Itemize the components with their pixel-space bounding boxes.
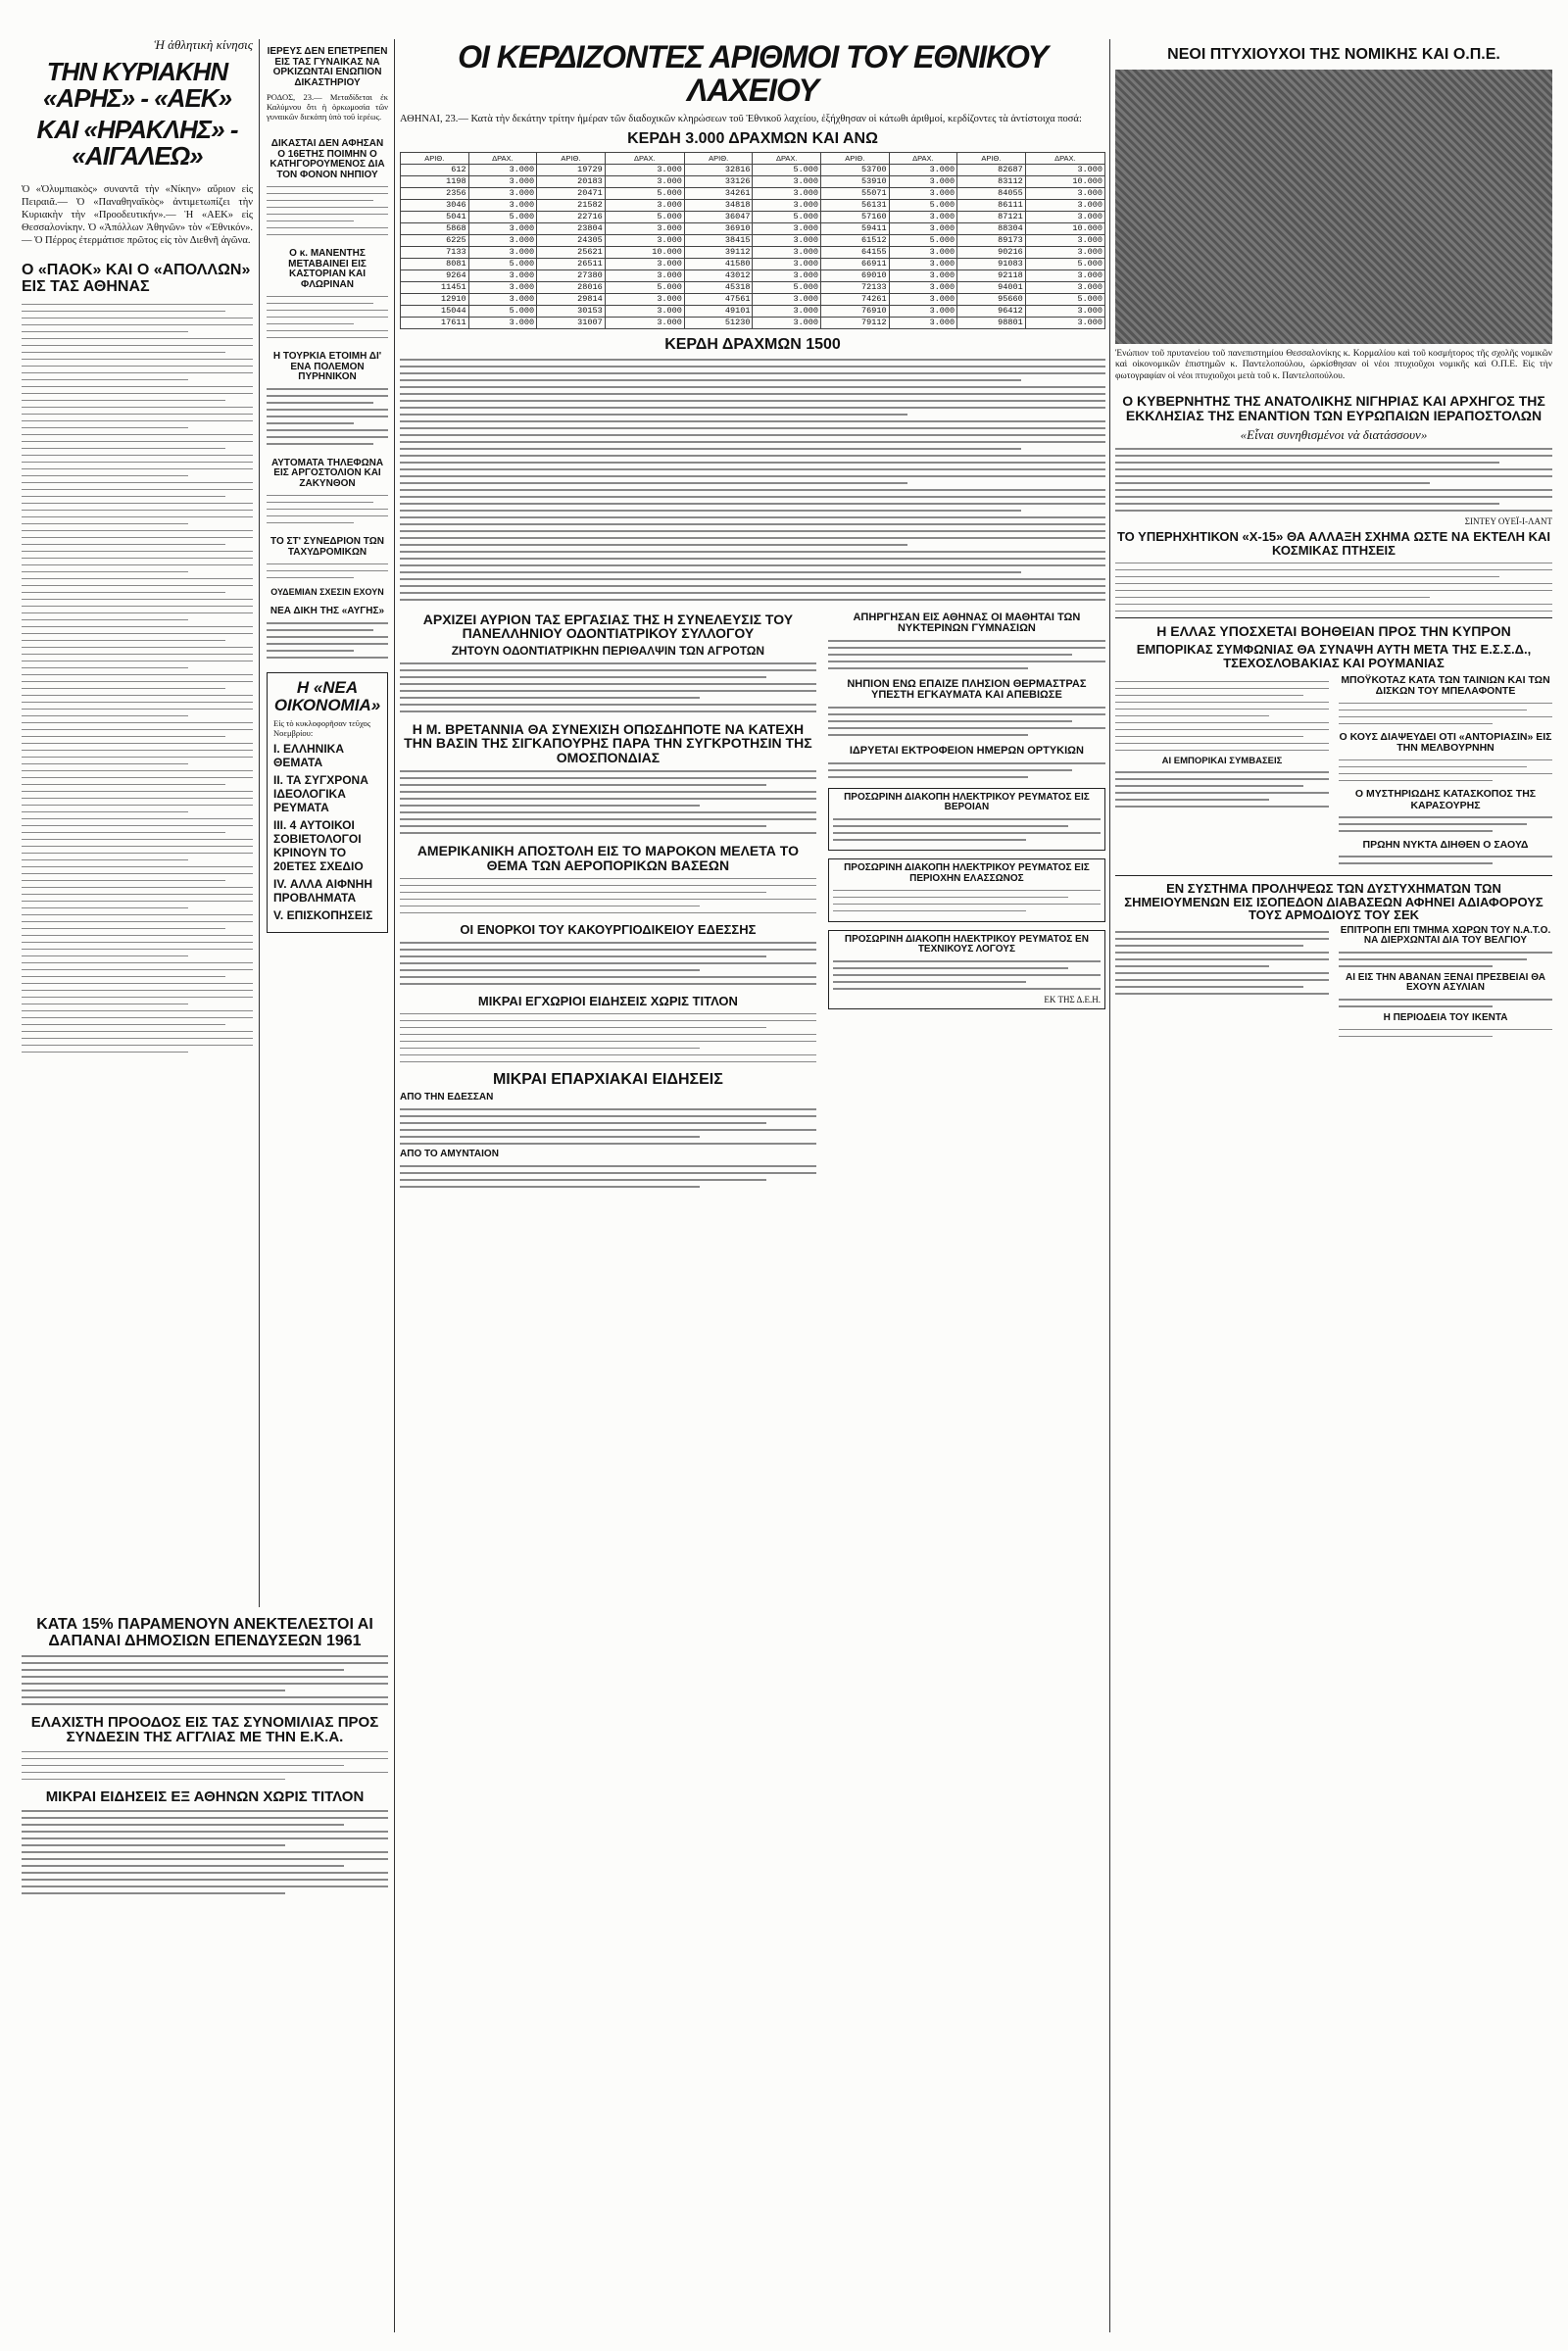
- lottery-number: 84055: [957, 187, 1026, 199]
- provincial-sub-2: ΑΠΟ ΤΟ ΑΜΥΝΤΑΙΟΝ: [400, 1149, 499, 1160]
- lottery-number: 53910: [821, 175, 890, 187]
- lottery-row: [401, 164, 1105, 175]
- lottery-number: 56131: [821, 199, 890, 211]
- lottery-band-2: ΚΕΡΔΗ ΔΡΑΧΜΩΝ 1500: [664, 335, 841, 353]
- unions-headline: ΕΛΑΧΙΣΤΗ ΠΡΟΟΔΟΣ ΕΙΣ ΤΑΣ ΣΥΝΟΜΙΛΙΑΣ ΠΡΟΣ ΣΥΝΔΕΣΙΝ ΤΗΣ ΑΓΓΛΙΑΣ ΜΕ ΤΗΝ Ε.Κ.Α.: [30, 1713, 379, 1746]
- lottery-amount: 3.000: [605, 222, 684, 234]
- lottery-number: 92118: [957, 269, 1026, 281]
- public-works-body-text: [22, 1655, 388, 1705]
- morocco-headline: ΑΜΕΡΙΚΑΝΙΚΗ ΑΠΟΣΤΟΛΗ ΕΙΣ ΤΟ ΜΑΡΟΚΟΝ ΜΕΛΕΤΑ ΤΟ ΘΕΜΑ ΤΩΝ ΑΕΡΟΠΟΡΙΚΩΝ ΒΑΣΕΩΝ: [416, 842, 799, 873]
- lottery-number: 23804: [537, 222, 606, 234]
- lottery-number: 33126: [684, 175, 753, 187]
- priests-lead: ΡΟΔΟΣ, 23.— Μεταδίδεται ἐκ Καλύμνου ὅτι ἡ ὁρκωμοσία τῶν γυναικῶν διεκόπη ὑπὸ τοῦ ἱερέως.: [267, 92, 388, 122]
- lottery-number: 11451: [401, 281, 469, 293]
- lottery-number: 2356: [401, 187, 469, 199]
- lottery-amount: 5.000: [1025, 258, 1104, 269]
- priests-headline: ΙΕΡΕΥΣ ΔΕΝ ΕΠΕΤΡΕΠΕΝ ΕΙΣ ΤΑΣ ΓΥΝΑΙΚΑΣ ΝΑ ΟΡΚΙΖΩΝΤΑΙ ΕΝΩΠΙΟΝ ΔΙΚΑΣΤΗΡΙΟΥ: [267, 46, 388, 88]
- lottery-number: 61512: [821, 234, 890, 246]
- lottery-amount: 3.000: [605, 234, 684, 246]
- infant-headline: ΝΗΠΙΟΝ ΕΝΩ ΕΠΑΙΖΕ ΠΛΗΣΙΟΝ ΘΕΡΜΑΣΤΡΑΣ ΥΠΕΣΤΗ ΕΓΚΑΥΜΑΤΑ ΚΑΙ ΑΠΕΒΙΩΣΕ: [847, 677, 1087, 702]
- phones-headline: ΑΥΤΟΜΑΤΑ ΤΗΛΕΦΩΝΑ ΕΙΣ ΑΡΓΟΣΤΟΛΙΟΝ ΚΑΙ ΖΑΚΥΝΘΟΝ: [270, 457, 384, 489]
- oikonomia-box: [267, 672, 388, 933]
- kous-body-text: [1339, 759, 1552, 782]
- infant-body-text: [828, 707, 1105, 736]
- lottery-number: 51230: [684, 317, 753, 328]
- lottery-amount: 3.000: [889, 222, 957, 234]
- col-number: ΑΡΙΘ.: [401, 152, 469, 164]
- lottery-amount: 3.000: [753, 222, 821, 234]
- lottery-number: 612: [401, 164, 469, 175]
- lottery-number: 7133: [401, 246, 469, 258]
- night-body-text: [1339, 856, 1552, 864]
- trial-body-text: [267, 186, 388, 236]
- oikonomia-intro: Εἰς τὸ κυκλοφορῆσαν τεῦχος Νοεμβρίου:: [273, 717, 371, 738]
- lottery-number: 20471: [537, 187, 606, 199]
- lottery-amount: 3.000: [468, 234, 537, 246]
- sports-column: [22, 0, 253, 1058]
- lottery-number: 57160: [821, 211, 890, 222]
- lottery-number: 8081: [401, 258, 469, 269]
- lottery-amount: 5.000: [889, 234, 957, 246]
- lottery-number: 64155: [821, 246, 890, 258]
- power-notice-1: [828, 788, 1105, 852]
- lottery-amount: 3.000: [753, 199, 821, 211]
- lottery-number: 9264: [401, 269, 469, 281]
- lottery-number: 32816: [684, 164, 753, 175]
- center-left-column: [267, 0, 388, 933]
- lottery-row: [401, 175, 1105, 187]
- lottery-number: 89173: [957, 234, 1026, 246]
- lottery-row: [401, 234, 1105, 246]
- provincial-sub-1: ΑΠΟ ΤΗΝ ΕΔΕΣΣΑΝ: [400, 1092, 494, 1103]
- lottery-amount: 10.000: [1025, 222, 1104, 234]
- avgi-subhead: ΟΥΔΕΜΙΑΝ ΣΧΕΣΙΝ ΕΧΟΥΝ: [270, 587, 384, 597]
- lottery-amount: 3.000: [605, 269, 684, 281]
- graduates-photo: [1115, 70, 1552, 344]
- lottery-amount: 3.000: [753, 246, 821, 258]
- lottery-amount: 5.000: [753, 164, 821, 175]
- col-amount: ΔΡΑΧ.: [889, 152, 957, 164]
- sports-lead: Ὁ «Ὀλυμπιακὸς» συναντᾶ τὴν «Νίκην» αὔριον εἰς Πειραιᾶ.— Ὁ «Παναθηναϊκὸς» ἀντιμετωπίζει τὴν Κυριακὴν τὴν «Προοδευτικήν».— Ἡ «ΑΕΚ» εἰς Θεσσαλονίκην. Ὁ «Ἀπόλλων Ἀθηνῶν» τὸν «Ἐθνικόν».— Ὁ Πέρρος ἐτερμάτισε πρῶτος εἰς τὸν Διεθνῆ ἀγῶνα.: [22, 184, 253, 247]
- accidents-body-text: [1115, 926, 1329, 1043]
- lottery-number: 27380: [537, 269, 606, 281]
- lottery-amount: 3.000: [605, 199, 684, 211]
- lottery-amount: 5.000: [889, 199, 957, 211]
- power-notice-3: [828, 930, 1105, 1010]
- lottery-amount: 3.000: [753, 305, 821, 317]
- lottery-number: 19729: [537, 164, 606, 175]
- col-amount: ΔΡΑΧ.: [753, 152, 821, 164]
- lottery-number: 91083: [957, 258, 1026, 269]
- lottery-number: 29814: [537, 293, 606, 305]
- lottery-number: 38415: [684, 234, 753, 246]
- lottery-number: 1198: [401, 175, 469, 187]
- students-headline: ΑΠΗΡΓΗΣΑΝ ΕΙΣ ΑΘΗΝΑΣ ΟΙ ΜΑΘΗΤΑΙ ΤΩΝ ΝΥΚΤΕΡΙΝΩΝ ΓΥΜΝΑΣΙΩΝ: [853, 611, 1081, 635]
- lottery-table: [400, 152, 1105, 329]
- cyprus-trade-subhead: ΑΙ ΕΜΠΟΡΙΚΑΙ ΣΥΜΒΑΣΕΙΣ: [1161, 755, 1283, 766]
- col-number: ΑΡΙΘ.: [821, 152, 890, 164]
- col-amount: ΔΡΑΧ.: [605, 152, 684, 164]
- lottery-number: 17611: [401, 317, 469, 328]
- lottery-amount: 3.000: [753, 269, 821, 281]
- lottery-number: 59411: [821, 222, 890, 234]
- nigeria-quote: «Εἶναι συνηθισμένοι νὰ διατάσσουν»: [1240, 426, 1428, 442]
- night-headline: ΠΡΩΗΝ ΝΥΚΤΑ ΔΙΗΘΕΝ Ο ΣΑΟΥΔ: [1362, 838, 1529, 851]
- lottery-number: 12910: [401, 293, 469, 305]
- power-notice-2-title: ΠΡΟΣΩΡΙΝΗ ΔΙΑΚΟΠΗ ΗΛΕΚΤΡΙΚΟΥ ΡΕΥΜΑΤΟΣ ΕΙΣ ΠΕΡΙΟΧΗΝ ΕΛΑΣΣΩΝΟΣ: [844, 862, 1090, 884]
- cyprus-subhead: ΕΜΠΟΡΙΚΑΣ ΣΥΜΦΩΝΙΑΣ ΘΑ ΣΥΝΑΨΗ ΑΥΤΗ ΜΕΤΑ ΤΗΣ Ε.Σ.Σ.Δ., ΤΣΕΧΟΣΛΟΒΑΚΙΑΣ ΚΑΙ ΡΟΥΜΑΝΙΑΣ: [1136, 642, 1532, 670]
- lottery-number: 36910: [684, 222, 753, 234]
- dentists-subtitle: ΖΗΤΟΥΝ ΟΔΟΝΤΙΑΤΡΙΚΗΝ ΠΕΡΙΘΑΛΨΙΝ ΤΩΝ ΑΓΡΟΤΩΝ: [451, 644, 765, 659]
- column-divider: [1109, 39, 1110, 2332]
- lottery-number: 95660: [957, 293, 1026, 305]
- accidents-headline: ΕΝ ΣΥΣΤΗΜΑ ΠΡΟΛΗΨΕΩΣ ΤΩΝ ΔΥΣΤΥΧΗΜΑΤΩΝ ΤΩΝ ΣΗΜΕΙΟΥΜΕΝΩΝ ΕΙΣ ΙΣΟΠΕΔΟΝ ΔΙΑΒΑΣΕΩΝ ΑΦΗΝΕΙ ΑΔΙΑΦΟΡΟΥΣ ΤΟΥΣ ΑΡΜΟΔΙΟΥΣ ΤΟΥ ΣΕΚ: [1124, 881, 1544, 923]
- col-number: ΑΡΙΘ.: [957, 152, 1026, 164]
- lottery-amount: 3.000: [1025, 211, 1104, 222]
- lottery-amount: 5.000: [1025, 293, 1104, 305]
- lottery-amount: 3.000: [753, 293, 821, 305]
- lottery-amount: 3.000: [605, 164, 684, 175]
- lottery-amount: 3.000: [468, 269, 537, 281]
- power-signature: ΕΚ ΤΗΣ Δ.Ε.Η.: [1044, 995, 1101, 1005]
- manentis-body-text: [267, 296, 388, 339]
- lottery-amount: 5.000: [605, 281, 684, 293]
- quail-headline: ΙΔΡΥΕΤΑΙ ΕΚΤΡΟΦΕΙΟΝ ΗΜΕΡΩΝ ΟΡΤΥΚΙΩΝ: [849, 744, 1084, 757]
- power-notice-3-title: ΠΡΟΣΩΡΙΝΗ ΔΙΑΚΟΠΗ ΗΛΕΚΤΡΙΚΟΥ ΡΕΥΜΑΤΟΣ ΕΝ ΤΕΧΝΙΚΟΥΣ ΛΟΓΟΥΣ: [844, 933, 1089, 955]
- lottery-number: 82687: [957, 164, 1026, 175]
- provincial-headline: ΜΙΚΡΑΙ ΕΠΑΡΧΙΑΚΑΙ ΕΙΔΗΣΕΙΣ: [492, 1071, 723, 1089]
- lottery-row: [401, 281, 1105, 293]
- lottery-amount: 3.000: [1025, 317, 1104, 328]
- boycott-headline: ΜΠΟΫΚΟΤΑΖ ΚΑΤΑ ΤΩΝ ΤΑΙΝΙΩΝ ΚΑΙ ΤΩΝ ΔΙΣΚΩΝ ΤΟΥ ΜΠΕΛΑΦΟΝΤΕ: [1341, 674, 1550, 698]
- lottery-number: 83112: [957, 175, 1026, 187]
- lottery-number: 31007: [537, 317, 606, 328]
- column-divider: [394, 39, 395, 2332]
- lottery-number: 69010: [821, 269, 890, 281]
- lottery-amount: 3.000: [605, 305, 684, 317]
- lottery-number: 28016: [537, 281, 606, 293]
- lottery-number: 94001: [957, 281, 1026, 293]
- lottery-amount: 3.000: [468, 175, 537, 187]
- lottery-number: 3046: [401, 199, 469, 211]
- lottery-amount: 10.000: [605, 246, 684, 258]
- lottery-number: 72133: [821, 281, 890, 293]
- graduates-headline: ΝΕΟΙ ΠΤΥΧΙΟΥΧΟΙ ΤΗΣ ΝΟΜΙΚΗΣ ΚΑΙ Ο.Π.Ε.: [1167, 46, 1500, 63]
- boycott-body-text: [1339, 703, 1552, 725]
- sports-headline-1: ΤΗΝ ΚΥΡΙΑΚΗΝ «ΑΡΗΣ» - «ΑΕΚ»: [42, 57, 232, 114]
- unions-body-text: [22, 1751, 388, 1781]
- singapore-headline: Η Μ. ΒΡΕΤΑΝΝΙΑ ΘΑ ΣΥΝΕΧΙΣΗ ΟΠΩΣΔΗΠΟΤΕ ΝΑ ΚΑΤΕΧΗ ΤΗΝ ΒΑΣΙΝ ΤΗΣ ΣΙΓΚΑΠΟΥΡΗΣ ΠΑΡΑ ΤΗΝ ΣΥΓΚΡΟΤΗΣΙΝ ΤΗΣ ΟΜΟΣΠΟΝΔΙΑΣ: [404, 720, 812, 766]
- lottery-number: 39112: [684, 246, 753, 258]
- congress-body-text: [267, 563, 388, 579]
- lottery-small-numbers: [400, 359, 1105, 601]
- lottery-number: 87121: [957, 211, 1026, 222]
- lottery-amount: 3.000: [889, 269, 957, 281]
- lottery-row: [401, 293, 1105, 305]
- lottery-amount: 3.000: [753, 234, 821, 246]
- lottery-amount: 3.000: [753, 175, 821, 187]
- column-divider: [259, 39, 260, 1607]
- lottery-amount: 3.000: [889, 187, 957, 199]
- lottery-number: 43012: [684, 269, 753, 281]
- lottery-amount: 3.000: [1025, 269, 1104, 281]
- athens-news-headline: ΜΙΚΡΑΙ ΕΙΔΗΣΕΙΣ ΕΞ ΑΘΗΝΩΝ ΧΩΡΙΣ ΤΙΤΛΟΝ: [45, 1788, 365, 1806]
- lottery-number: 36047: [684, 211, 753, 222]
- x15-byline: ΣΙΝΤΕΥ ΟΥΕΪ-Ι-ΛΑΝΤ: [1464, 516, 1552, 527]
- lottery-amount: 3.000: [889, 258, 957, 269]
- lottery-amount: 5.000: [753, 281, 821, 293]
- lottery-number: 21582: [537, 199, 606, 211]
- lottery-amount: 3.000: [468, 246, 537, 258]
- lottery-number: 90216: [957, 246, 1026, 258]
- lottery-number: 86111: [957, 199, 1026, 211]
- lottery-row: [401, 211, 1105, 222]
- lottery-amount: 3.000: [1025, 305, 1104, 317]
- singapore-body-text: [400, 770, 816, 834]
- lottery-amount: 3.000: [605, 293, 684, 305]
- lottery-row: [401, 258, 1105, 269]
- lottery-row: [401, 187, 1105, 199]
- provincial-body-text-1: [400, 1108, 816, 1145]
- turkey-headline: Η ΤΟΥΡΚΙΑ ΕΤΟΙΜΗ ΔΙ' ΕΝΑ ΠΟΛΕΜΟΝ ΠΥΡΗΝΙΚΟΝ: [272, 351, 382, 382]
- nigeria-headline: Ο ΚΥΒΕΡΝΗΤΗΣ ΤΗΣ ΑΝΑΤΟΛΙΚΗΣ ΝΙΓΗΡΙΑΣ ΚΑΙ ΑΡΧΗΓΟΣ ΤΗΣ ΕΚΚΛΗΣΙΑΣ ΤΗΣ ΕΝΑΝΤΙΟΝ ΤΩΝ ΕΥΡΩΠΑΙΩΝ ΙΕΡΑΠΟΣΤΟΛΩΝ: [1122, 393, 1545, 423]
- lottery-amount: 3.000: [1025, 164, 1104, 175]
- center-column: [400, 0, 1105, 1193]
- lottery-amount: 3.000: [605, 317, 684, 328]
- lottery-number: 6225: [401, 234, 469, 246]
- lottery-amount: 3.000: [468, 317, 537, 328]
- lottery-amount: 5.000: [468, 305, 537, 317]
- lottery-amount: 3.000: [1025, 234, 1104, 246]
- cyprus-headline: Η ΕΛΛΑΣ ΥΠΟΣΧΕΤΑΙ ΒΟΗΘΕΙΑΝ ΠΡΟΣ ΤΗΝ ΚΥΠΡΟΝ: [1156, 623, 1511, 640]
- lottery-number: 30153: [537, 305, 606, 317]
- avgi-body-text: [267, 622, 388, 659]
- lottery-amount: 3.000: [605, 258, 684, 269]
- lottery-amount: 3.000: [1025, 281, 1104, 293]
- period-body-text: [1339, 1029, 1552, 1038]
- nigeria-body-text: [1115, 448, 1552, 512]
- lottery-table-header: [401, 152, 1105, 164]
- lottery-amount: 5.000: [605, 187, 684, 199]
- lottery-amount: 3.000: [889, 175, 957, 187]
- lottery-number: 74261: [821, 293, 890, 305]
- quail-body-text: [828, 762, 1105, 778]
- oikonomia-section-2: II. ΤΑ ΣΥΓΧΡΟΝΑ ΙΔΕΟΛΟΓΙΚΑ ΡΕΥΜΑΤΑ: [273, 772, 368, 814]
- lottery-row: [401, 269, 1105, 281]
- lottery-number: 5041: [401, 211, 469, 222]
- sports-body-text: [22, 304, 253, 1053]
- dentists-headline: ΑΡΧΙΖΕΙ ΑΥΡΙΟΝ ΤΑΣ ΕΡΓΑΣΙΑΣ ΤΗΣ Η ΣΥΝΕΛΕΥΣΙΣ ΤΟΥ ΠΑΝΕΛΛΗΝΙΟΥ ΟΔΟΝΤΙΑΤΡΙΚΟΥ ΣΥΛΛΟΓΟΥ: [422, 611, 794, 642]
- lottery-amount: 3.000: [468, 293, 537, 305]
- phones-body-text: [267, 495, 388, 524]
- edessa-body-text: [400, 942, 816, 985]
- lottery-number: 24305: [537, 234, 606, 246]
- havana-body-text: [1339, 999, 1552, 1007]
- lottery-number: 20183: [537, 175, 606, 187]
- lottery-amount: 10.000: [1025, 175, 1104, 187]
- kous-headline: Ο ΚΟΥΣ ΔΙΑΨΕΥΔΕΙ ΟΤΙ «ΑΝΤΟΡΙΑΣΙΝ» ΕΙΣ ΤΗΝ ΜΕΛΒΟΥΡΝΗΝ: [1339, 731, 1552, 755]
- public-works-headline: ΚΑΤΑ 15% ΠΑΡΑΜΕΝΟΥΝ ΑΝΕΚΤΕΛΕΣΤΟΙ ΑΙ ΔΑΠΑΝΑΙ ΔΗΜΟΣΙΩΝ ΕΠΕΝΔΥΣΕΩΝ 1961: [36, 1616, 373, 1649]
- lottery-amount: 3.000: [753, 317, 821, 328]
- lottery-amount: 3.000: [468, 222, 537, 234]
- avgi-headline: ΝΕΑ ΔΙΚΗ ΤΗΣ «ΑΥΓΗΣ»: [270, 606, 385, 617]
- dentists-body-text: [400, 662, 816, 712]
- congress-headline: ΤΟ ΣΤ' ΣΥΝΕΔΡΙΟΝ ΤΩΝ ΤΑΧΥΔΡΟΜΙΚΩΝ: [270, 536, 384, 558]
- lottery-number: 98801: [957, 317, 1026, 328]
- oikonomia-section-1: I. ΕΛΛΗΝΙΚΑ ΘΕΜΑΤΑ: [273, 741, 345, 769]
- oikonomia-title: Η «ΝΕΑ ΟΙΚΟΝΟΜΙΑ»: [273, 677, 381, 714]
- morocco-body-text: [400, 878, 816, 914]
- lottery-amount: 3.000: [889, 164, 957, 175]
- lottery-number: 47561: [684, 293, 753, 305]
- lottery-amount: 3.000: [889, 211, 957, 222]
- sports-headline-2: ΚΑΙ «ΗΡΑΚΛΗΣ» - «ΑΙΓΑΛΕΩ»: [36, 114, 238, 171]
- sports-kicker: Ἡ ἀθλητικὴ κίνησις: [154, 37, 253, 52]
- lottery-amount: 3.000: [468, 199, 537, 211]
- lottery-number: 79112: [821, 317, 890, 328]
- lottery-amount: 3.000: [1025, 199, 1104, 211]
- bottom-left-stories: [22, 1617, 388, 1899]
- lottery-amount: 5.000: [753, 211, 821, 222]
- nato-body-text: [1339, 952, 1552, 967]
- x15-body-text: [1115, 563, 1552, 612]
- lottery-number: 76910: [821, 305, 890, 317]
- lottery-amount: 3.000: [889, 293, 957, 305]
- lottery-row: [401, 305, 1105, 317]
- lottery-number: 5868: [401, 222, 469, 234]
- lottery-number: 45318: [684, 281, 753, 293]
- lottery-number: 26511: [537, 258, 606, 269]
- lottery-number: 25621: [537, 246, 606, 258]
- lottery-number: 55071: [821, 187, 890, 199]
- turkey-body-text: [267, 388, 388, 445]
- oikonomia-section-5: V. ΕΠΙΣΚΟΠΗΣΕΙΣ: [273, 907, 373, 922]
- period-headline: Η ΠΕΡΙΟΔΕΙΑ ΤΟΥ ΙΚΕΝΤΑ: [1383, 1011, 1508, 1023]
- col-amount: ΔΡΑΧ.: [468, 152, 537, 164]
- abroad-news-headline: ΜΙΚΡΑΙ ΕΓΧΩΡΙΟΙ ΕΙΔΗΣΕΙΣ ΧΩΡΙΣ ΤΙΤΛΟΝ: [477, 993, 738, 1008]
- lottery-number: 41580: [684, 258, 753, 269]
- oikonomia-section-3: III. 4 ΑΥΤΟΙΚΟΙ ΣΟΒΙΕΤΟΛΟΓΟΙ ΚΡΙΝΟΥΝ ΤΟ 20ΕΤΕΣ ΣΧΕΔΙΟ: [273, 817, 364, 873]
- lottery-number: 53700: [821, 164, 890, 175]
- lottery-amount: 3.000: [889, 281, 957, 293]
- power-notice-1-title: ΠΡΟΣΩΡΙΝΗ ΔΙΑΚΟΠΗ ΗΛΕΚΤΡΙΚΟΥ ΡΕΥΜΑΤΟΣ ΕΙΣ ΒΕΡΟΙΑΝ: [844, 791, 1090, 813]
- lottery-amount: 3.000: [889, 305, 957, 317]
- lottery-amount: 5.000: [605, 211, 684, 222]
- power-notice-2: [828, 858, 1105, 922]
- trial-headline: ΔΙΚΑΣΤΑΙ ΔΕΝ ΑΦΗΣΑΝ Ο 16ΕΤΗΣ ΠΟΙΜΗΝ Ο ΚΑΤΗΓΟΡΟΥΜΕΝΟΣ ΔΙΑ ΤΟΝ ΦΟΝΟΝ ΝΗΠΙΟΥ: [270, 138, 385, 180]
- athens-news-body-text: [22, 1810, 388, 1894]
- provincial-body-text-2: [400, 1165, 816, 1188]
- students-body-text: [828, 640, 1105, 669]
- lottery-amount: 3.000: [753, 187, 821, 199]
- lottery-number: 88304: [957, 222, 1026, 234]
- lottery-row: [401, 317, 1105, 328]
- lottery-amount: 3.000: [889, 317, 957, 328]
- col-number: ΑΡΙΘ.: [684, 152, 753, 164]
- graduates-caption: Ἐνώπιον τοῦ πρυτανείου τοῦ πανεπιστημίου Θεσσαλονίκης κ. Κορμαλίου καὶ τοῦ κοσμήτορος τῆς σχολῆς νομικῶν καὶ οἰκονομικῶν ἐπιστημῶν κ. Παντελοπούλου, ὡρκίσθησαν οἱ νέοι πτυχιοῦχοι νομικῆς καὶ Ο.Π.Ε. Εἰς τὴν φωτογραφίαν οἱ νέοι πτυχιοῦχοι μετὰ τοῦ κ. Παντελοπούλου.: [1115, 348, 1552, 381]
- col-amount: ΔΡΑΧ.: [1025, 152, 1104, 164]
- lottery-amount: 3.000: [468, 164, 537, 175]
- lottery-number: 66911: [821, 258, 890, 269]
- lottery-headline: ΟΙ ΚΕΡΔΙΖΟΝΤΕΣ ΑΡΙΘΜΟΙ ΤΟΥ ΕΘΝΙΚΟΥ ΛΑΧΕΙΟΥ: [458, 39, 1048, 108]
- lottery-band-1: ΚΕΡΔΗ 3.000 ΔΡΑΧΜΩΝ ΚΑΙ ΑΝΩ: [627, 130, 878, 148]
- lottery-number: 49101: [684, 305, 753, 317]
- lottery-number: 15044: [401, 305, 469, 317]
- karasouris-body-text: [1339, 816, 1552, 832]
- lottery-amount: 3.000: [889, 246, 957, 258]
- lottery-row: [401, 222, 1105, 234]
- manentis-headline: Ο κ. ΜΑΝΕΝΤΗΣ ΜΕΤΑΒΑΙΝΕΙ ΕΙΣ ΚΑΣΤΟΡΙΑΝ ΚΑΙ ΦΛΩΡΙΝΑΝ: [288, 248, 367, 290]
- x15-headline: ΤΟ ΥΠΕΡΗΧΗΤΙΚΟΝ «Χ-15» ΘΑ ΑΛΛΑΞΗ ΣΧΗΜΑ ΩΣΤΕ ΝΑ ΕΚΤΕΛΗ ΚΑΙ ΚΟΣΜΙΚΑΣ ΠΤΗΣΕΙΣ: [1116, 529, 1551, 558]
- lottery-amount: 5.000: [468, 258, 537, 269]
- lottery-number: 22716: [537, 211, 606, 222]
- nato-headline: ΕΠΙΤΡΟΠΗ ΕΠΙ ΤΜΗΜΑ ΧΩΡΩΝ ΤΟΥ Ν.Α.Τ.Ο. ΝΑ ΔΙΕΡΧΩΝΤΑΙ ΔΙΑ ΤΟΥ ΒΕΛΓΙΟΥ: [1340, 924, 1551, 947]
- lottery-amount: 3.000: [605, 175, 684, 187]
- lottery-amount: 5.000: [468, 211, 537, 222]
- lottery-amount: 3.000: [753, 258, 821, 269]
- edessa-headline: ΟΙ ΕΝΟΡΚΟΙ ΤΟΥ ΚΑΚΟΥΡΓΙΟΔΙΚΕΙΟΥ ΕΔΕΣΣΗΣ: [460, 922, 757, 938]
- abroad-news-body-text: [400, 1013, 816, 1063]
- right-column: [1115, 0, 1552, 1043]
- col-number: ΑΡΙΘ.: [537, 152, 606, 164]
- lottery-row: [401, 199, 1105, 211]
- lottery-amount: 3.000: [468, 281, 537, 293]
- cyprus-body-text: [1115, 675, 1329, 869]
- lottery-number: 34818: [684, 199, 753, 211]
- lottery-row: [401, 246, 1105, 258]
- havana-headline: ΑΙ ΕΙΣ ΤΗΝ ΑΒΑΝΑΝ ΞΕΝΑΙ ΠΡΕΣΒΕΙΑΙ ΘΑ ΕΧΟΥΝ ΑΣΥΛΙΑΝ: [1346, 971, 1545, 994]
- lottery-amount: 3.000: [468, 187, 537, 199]
- lottery-amount: 3.000: [1025, 187, 1104, 199]
- lottery-number: 96412: [957, 305, 1026, 317]
- lottery-amount: 3.000: [1025, 246, 1104, 258]
- lottery-number: 34261: [684, 187, 753, 199]
- karasouris-headline: Ο ΜΥΣΤΗΡΙΩΔΗΣ ΚΑΤΑΣΚΟΠΟΣ ΤΗΣ ΚΑΡΑΣΟΥΡΗΣ: [1354, 788, 1537, 811]
- paok-headline: Ο «ΠΑΟΚ» ΚΑΙ Ο «ΑΠΟΛΛΩΝ» ΕΙΣ ΤΑΣ ΑΘΗΝΑΣ: [22, 262, 251, 295]
- lottery-lead: ΑΘΗΝΑΙ, 23.— Κατὰ τὴν δεκάτην τρίτην ἡμέραν τῶν διαδοχικῶν κληρώσεων τοῦ Ἐθνικοῦ λαχείου, ἐξήχθησαν οἱ κάτωθι ἀριθμοί, κερδίζοντες τὰ ἀντίστοιχα ποσά:: [400, 114, 1082, 125]
- oikonomia-section-4: IV. ΑΛΛΑ ΑΙΦΝΗΗ ΠΡΟΒΛΗΜΑΤΑ: [273, 876, 372, 905]
